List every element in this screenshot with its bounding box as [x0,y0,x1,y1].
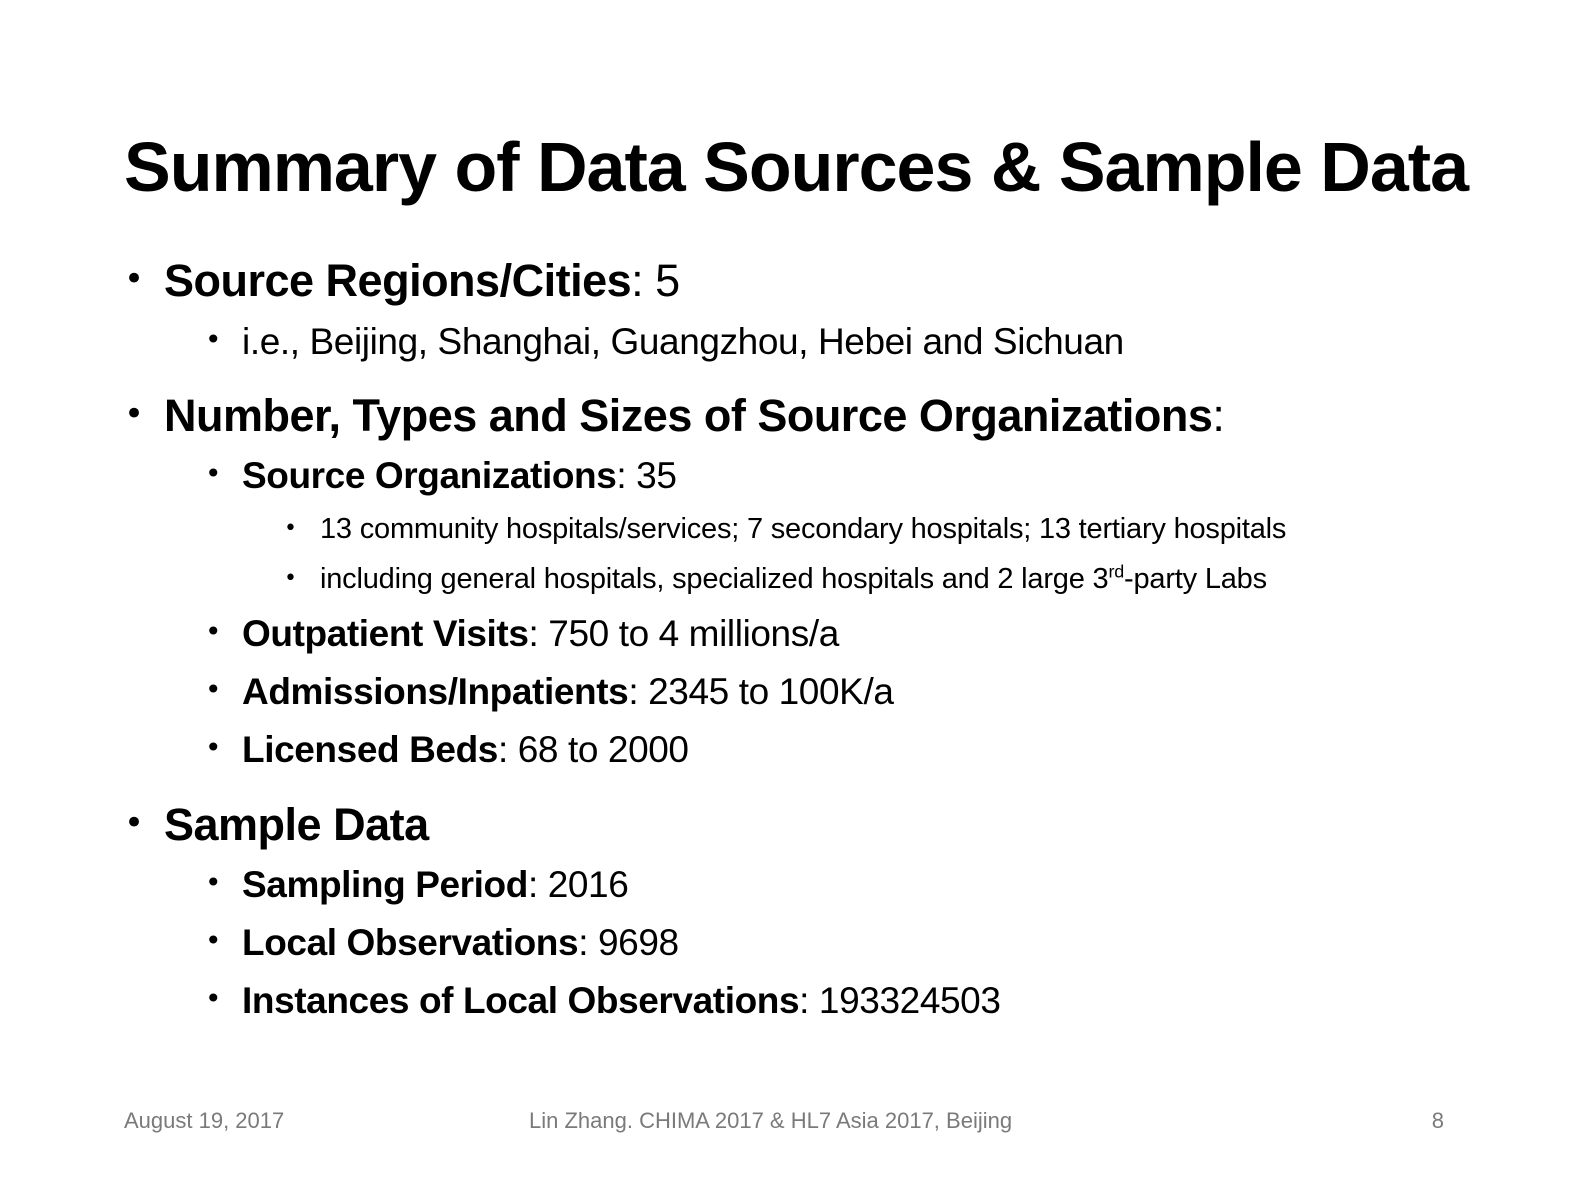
source-orgs-value: : 35 [616,455,677,496]
orgs-heading-label: Number, Types and Sizes of Source Organizations [164,390,1213,441]
bullet-orgs-heading [124,390,1225,441]
instances-value: : 193324503 [799,980,1001,1021]
outpatient-label: Outpatient Visits [242,613,529,654]
orgs-detail-2-after: -party Labs [1124,563,1267,595]
bullet-source-orgs [205,455,677,496]
bullet-dot: • [284,566,297,591]
orgs-detail-2-before: including general hospitals, specialized hospitals and 2 large 3 [320,563,1109,595]
admissions-value: : 2345 to 100K/a [628,671,894,712]
bullet-dot: • [124,803,144,843]
bullet-dot: • [205,731,222,764]
slide-title: Summary of Data Sources & Sample Data [124,128,1469,206]
footer-center: Lin Zhang. CHIMA 2017 & HL7 Asia 2017, Beijing [529,1108,1013,1133]
bullet-dot: • [205,924,222,957]
footer-page-number: 8 [1431,1108,1444,1133]
sampling-period-value: : 2016 [527,864,629,905]
orgs-detail-2-sup: rd [1108,561,1125,582]
bullet-sample-heading [124,799,429,850]
bullet-local-observations [205,922,679,963]
bullet-dot: • [124,394,144,434]
source-regions-value: : 5 [631,255,680,306]
bullet-dot: • [205,615,222,648]
bullet-beds [205,729,689,770]
source-regions-label: Source Regions/Cities [164,255,632,306]
regions-detail-text: i.e., Beijing, Shanghai, Guangzhou, Hebei and Sichuan [242,321,1124,362]
beds-label: Licensed Beds [242,729,498,770]
bullet-sampling-period [205,864,629,905]
bullet-dot: • [205,673,222,706]
bullet-dot: • [124,259,144,299]
bullet-source-regions [124,255,680,306]
bullet-orgs-detail-2 [284,561,1267,595]
outpatient-value: : 750 to 4 millions/a [528,613,839,654]
local-observations-label: Local Observations [242,922,579,963]
bullet-dot: • [205,323,222,356]
bullet-dot: • [205,866,222,899]
bullet-orgs-detail-1 [284,513,1287,545]
bullet-instances [205,980,1001,1021]
sampling-period-label: Sampling Period [242,864,528,905]
orgs-detail-1-text: 13 community hospitals/services; 7 secondary hospitals; 13 tertiary hospitals [320,513,1287,545]
orgs-heading-value: : [1212,390,1225,441]
beds-value: : 68 to 2000 [497,729,689,770]
source-orgs-label: Source Organizations [242,455,617,496]
bullet-admissions [205,671,894,712]
instances-label: Instances of Local Observations [242,980,800,1021]
sample-heading-label: Sample Data [164,799,429,850]
bullet-dot: • [205,457,222,490]
bullet-outpatient [205,613,839,654]
local-observations-value: : 9698 [578,922,679,963]
bullet-regions-detail [205,321,1124,362]
bullet-dot: • [205,982,222,1015]
bullet-dot: • [284,516,297,541]
admissions-label: Admissions/Inpatients [242,671,629,712]
footer-date: August 19, 2017 [124,1108,285,1133]
